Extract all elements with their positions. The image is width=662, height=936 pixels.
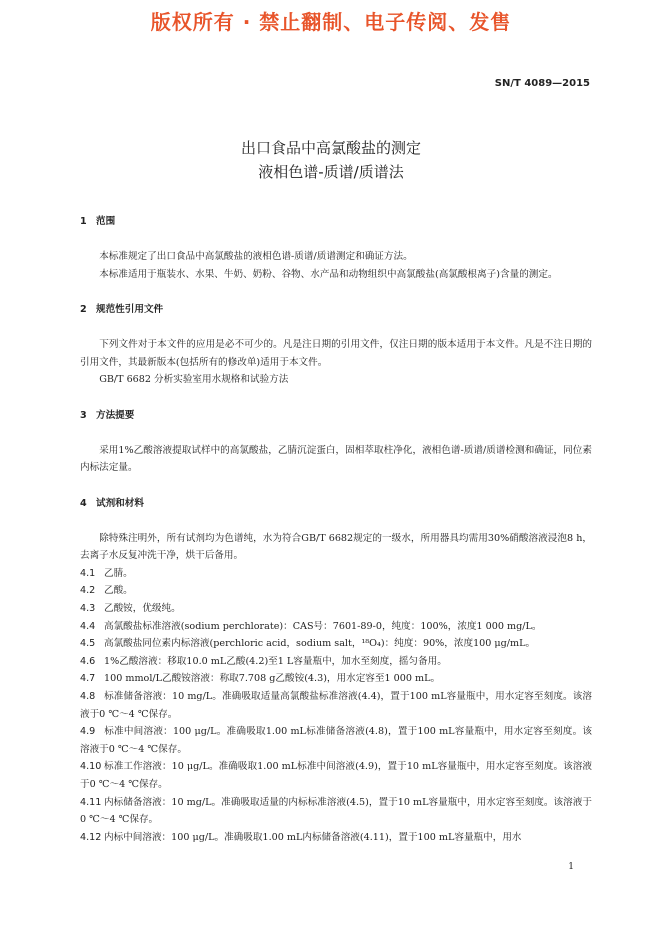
paragraph: 本标准适用于瓶装水、水果、牛奶、奶粉、谷物、水产品和动物组织中高氯酸盐(高氯酸根离子)含量的测定。 [99, 268, 558, 280]
section-heading: 3 方法提要 [80, 409, 135, 421]
list-item: 4.2 乙酸。 [80, 585, 133, 597]
standard-code: SN/T 4089—2015 [494, 78, 590, 89]
document-title: 出口食品中高氯酸盐的测定 [240, 139, 421, 157]
list-item: 4.5 高氯酸盐同位素内标溶液(perchloric acid，sodium salt，¹⁸O₄)：纯度：90%，浓度100 μg/mL。 [80, 638, 536, 650]
section-heading: 2 规范性引用文件 [80, 303, 164, 315]
paragraph: 下列文件对于本文件的应用是必不可少的。凡是注日期的引用文件，仅注日期的版本适用于本文件。凡是不注日期的引用文件，其最新版本(包括所有的修改单)适用于本文件。 [80, 339, 592, 368]
list-item: 4.4 高氯酸盐标准溶液(sodium perchlorate)：CAS号：7601-89-0，纯度：100%，浓度1 000 mg/L。 [80, 620, 542, 632]
document-subtitle: 液相色谱-质谱/质谱法 [258, 163, 404, 181]
paragraph: 采用1%乙酸溶液提取试样中的高氯酸盐，乙腈沉淀蛋白，固相萃取柱净化，液相色谱-质谱/质谱检测和确证，同位素内标法定量。 [80, 444, 592, 474]
list-item: 4.8 标准储备溶液：10 mg/L。准确吸取适量高氯酸盐标准溶液(4.4)，置于100 mL容量瓶中，用水定容至刻度。该溶液于0 ℃～4 ℃保存。 [80, 691, 592, 720]
normative-reference: GB/T 6682 分析实验室用水规格和试验方法 [99, 374, 289, 386]
list-item: 4.9 标准中间溶液：100 μg/L。准确吸取1.00 mL标准储备溶液(4.8)，置于100 mL容量瓶中，用水定容至刻度。该溶液于0 ℃～4 ℃保存。 [80, 726, 592, 755]
list-item: 4.3 乙酸铵，优级纯。 [80, 603, 181, 615]
list-item: 4.6 1%乙酸溶液：移取10.0 mL乙酸(4.2)至1 L容量瓶中，加水至刻度，摇匀备用。 [80, 655, 447, 667]
document-body [80, 213, 592, 846]
list-item: 4.10 标准工作溶液：10 μg/L。准确吸取1.00 mL标准中间溶液(4.9)，置于10 mL容量瓶中，用水定容至刻度。该溶液于0 ℃～4 ℃保存。 [80, 761, 592, 790]
copyright-watermark: 版权所有 · 禁止翻制、电子传阅、发售 [150, 10, 512, 34]
paragraph: 本标准规定了出口食品中高氯酸盐的液相色谱-质谱/质谱测定和确证方法。 [99, 251, 413, 263]
list-item: 4.11 内标储备溶液：10 mg/L。准确吸取适量的内标标准溶液(4.5)，置于10 mL容量瓶中，用水定容至刻度。该溶液于0 ℃～4 ℃保存。 [80, 796, 592, 826]
paragraph: 除特殊注明外，所有试剂均为色谱纯，水为符合GB/T 6682规定的一级水，所用器具均需用30%硝酸溶液浸泡8 h，去离子水反复冲洗干净，烘干后备用。 [80, 532, 592, 562]
list-item: 4.7 100 mmol/L乙酸铵溶液：称取7.708 g乙酸铵(4.3)，用水定容至1 000 mL。 [80, 673, 441, 685]
page-number: 1 [568, 862, 574, 872]
section-heading: 4 试剂和材料 [80, 497, 144, 509]
section-heading: 1 范围 [80, 216, 116, 227]
list-item: 4.1 乙腈。 [80, 567, 133, 579]
list-item: 4.12 内标中间溶液：100 μg/L。准确吸取1.00 mL内标储备溶液(4.11)，置于100 mL容量瓶中，用水 [80, 831, 522, 843]
